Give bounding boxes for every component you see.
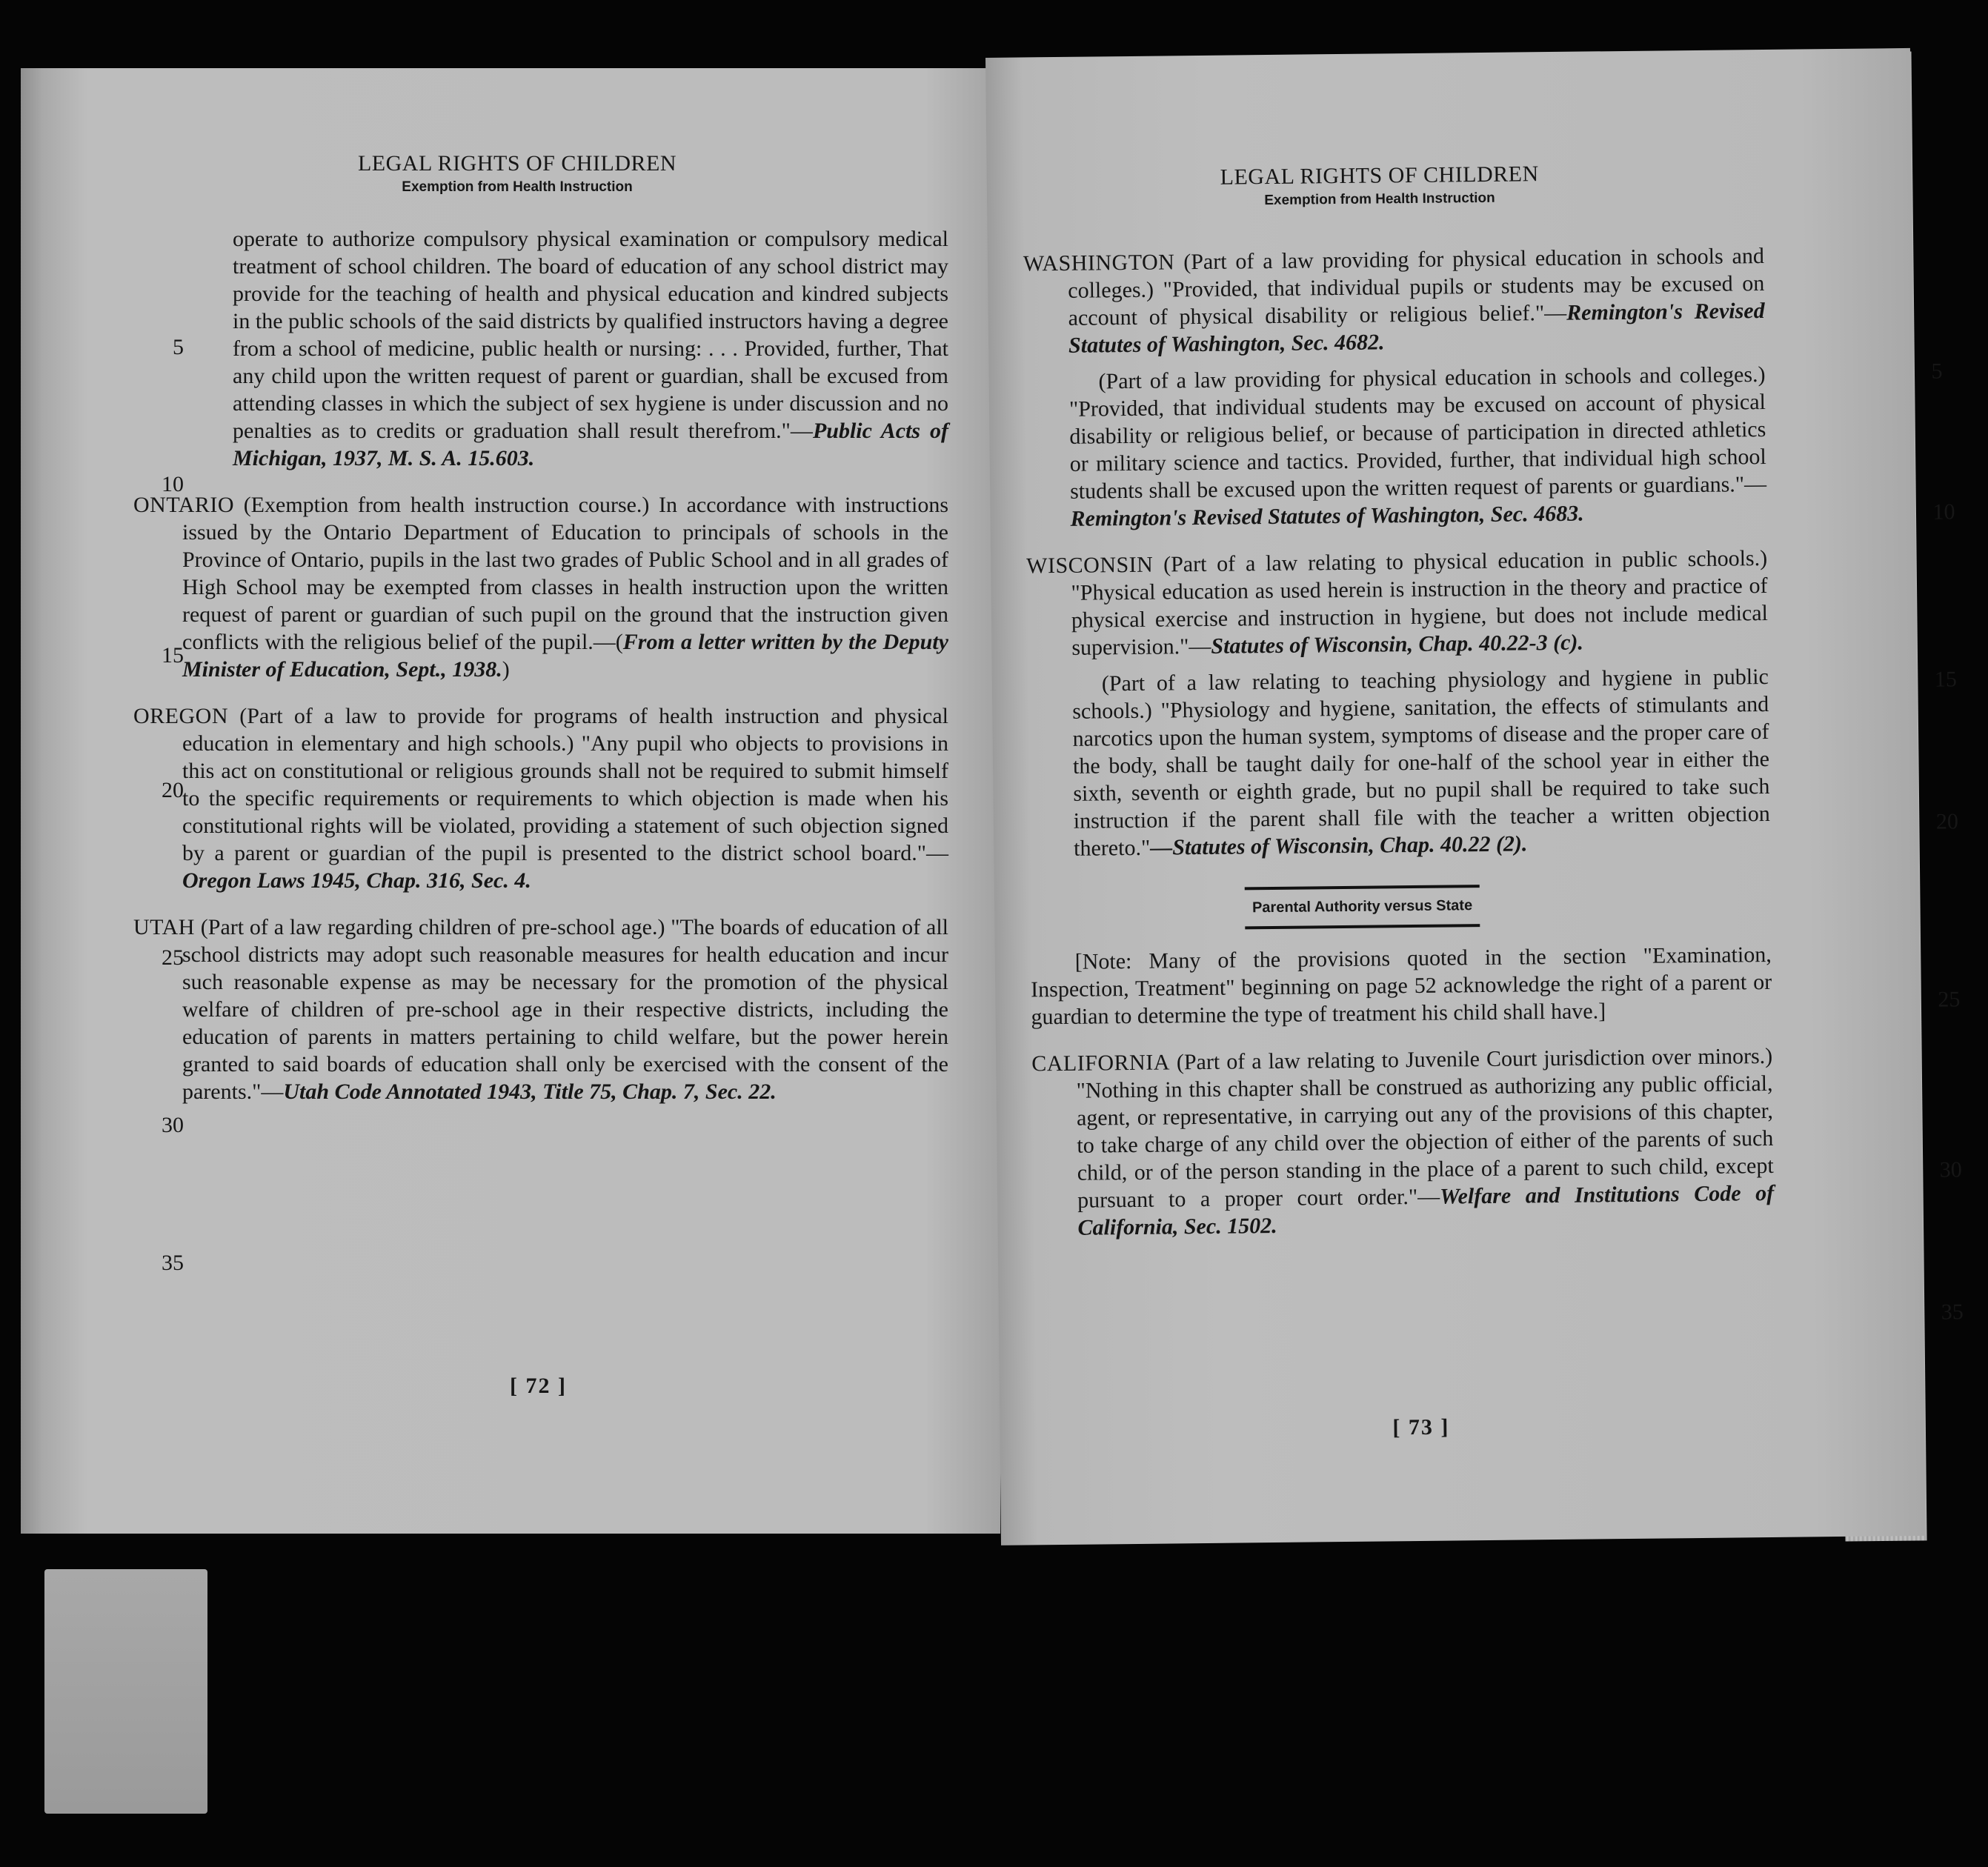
line-number: 10 (1932, 499, 1955, 525)
left-text-block (133, 225, 948, 1125)
line-number: 20 (162, 778, 184, 802)
note-paragraph (1031, 941, 1772, 1031)
state-name: ONTARIO (133, 493, 235, 517)
line-number: 35 (162, 1251, 184, 1275)
entry-text: (Part of a law relating to Juvenile Court jurisdiction over minors.) "Nothing in this chapter shall be construed as authorizing any public official, agent, or representative, in carrying out any of the provisions of this chapter, to take charge of any child over the objection of either of the parents of such child, or of the person standing in the place of a parent to such child, except pursuant to a proper court order."— (1076, 1043, 1774, 1213)
running-title: LEGAL RIGHTS OF CHILDREN (357, 151, 677, 176)
citation: Remington's Revised Statutes of Washington, Sec. 4682. (1068, 299, 1765, 358)
line-number: 20 (1935, 809, 1959, 834)
line-number: 30 (162, 1113, 184, 1137)
opening-text: operate to authorize compulsory physical examination or compulsory medical treatment of school children. The board of education of any school district may provide for the teaching of health and physical education and kindred subjects in the public schools of the said districts by qualified instructors having a degree from a school of medicine, public health or nursing: . . . Provided, further, That any child upon the written request of parent or guardian, shall be excused from attending classes in which the subject of sex hygiene is under discussion and no penalties as to credits or graduation shall result therefrom."— (233, 227, 948, 443)
section-heading-row (1030, 874, 1772, 948)
entry-utah (133, 913, 948, 1105)
opening-paragraph (133, 225, 948, 472)
state-name: WISCONSIN (1026, 552, 1154, 579)
line-number: 25 (162, 945, 184, 970)
line-number: 5 (1931, 359, 1943, 384)
entry-text: (Part of a law providing for physical education in schools and colleges.) "Provided, that individual pupils or students may be excused on account of physical disability or religious belief."— (1068, 244, 1765, 330)
right-text-block (1023, 242, 1775, 1261)
entry-tail: ) (502, 657, 510, 682)
entry-text: (Part of a law relating to physical education in public schools.) "Physical education as used herein is instruction in the theory and practice of physical exercise and instruction in hygiene, but does not include medical supervision."— (1071, 545, 1769, 660)
entry-text: (Part of a law relating to teaching physiology and hygiene in public schools.) "Physiology and hygiene, sanitation, the effects of stimulants and narcotics upon the human system, symptoms of disease and the proper care of the body, shall be taught daily for one-half of the school year in either the sixth, seventh or eighth grade, but no pupil shall be required to take such instruction if the parent shall file with the teacher a written objection thereto." (1072, 664, 1770, 861)
page-number: [ 73 ] (1392, 1414, 1450, 1440)
entry-text: (Part of a law to provide for programs of health instruction and physical education in elementary and high schools.) "Any pupil who objects to provisions in this act on constitutional or religious grounds shall not be required to submit himself to the specific requirements or requirements to which objection is made when his constitutional rights will be violated, providing a statement of such objection signed by a parent or guardian of the pupil is presented to the district school board."— (182, 704, 948, 865)
entry-wisconsin-continued (1028, 663, 1771, 862)
note-text: [Note: Many of the provisions quoted in the section "Examination, Inspection, Treatment" beginning on page 52 acknowledge the right of a parent or guardian to determine the type of treatment his child shall have.] (1031, 942, 1772, 1030)
state-name: WASHINGTON (1023, 250, 1175, 276)
line-number: 10 (162, 472, 184, 496)
page-number: [ 72 ] (510, 1374, 567, 1398)
running-subtitle: Exemption from Health Instruction (402, 179, 633, 195)
entry-ontario (133, 491, 948, 683)
line-number: 5 (173, 335, 184, 359)
line-number: 30 (1939, 1157, 1962, 1182)
entry-text: (Part of a law providing for physical education in schools and colleges.) "Provided, that individual students may be excused on account of physical disability or religious belief, or because of participation in directed athletics or military science and tactics. Provided, further, that individual high school students shall be excused upon the written request of parents or guardians."— (1068, 362, 1767, 504)
running-head (1172, 162, 1588, 210)
citation: Welfare and Institutions Code of California, Sec. 1502. (1077, 1180, 1775, 1240)
left-page (21, 68, 1000, 1534)
entry-text: (Exemption from health instruction course.) In accordance with instructions issued by the Ontario Department of Education to principals of schools in the Province of Ontario, pupils in the last two grades of Public School and in all grades of High School may be exempted from classes in health instruction upon the written request of parent or guardian of such pupil on the ground that the instruction given conflicts with the religious belief of the pupil.—( (182, 493, 948, 654)
line-number: 15 (1934, 667, 1958, 692)
line-number: 15 (162, 643, 184, 668)
citation: Public Acts of Michigan, 1937, M. S. A. 15.603. (233, 419, 948, 470)
entry-washington (1023, 242, 1765, 359)
citation: —Statutes of Wisconsin, Chap. 40.22 (2). (1150, 831, 1528, 860)
binding-tab (44, 1569, 207, 1814)
entry-oregon (133, 702, 948, 894)
entry-wisconsin (1026, 545, 1768, 662)
state-name: CALIFORNIA (1031, 1050, 1171, 1076)
running-head (310, 151, 725, 196)
citation: From a letter written by the Deputy Minister of Education, Sept., 1938. (182, 630, 948, 682)
section-heading: Parental Authority versus State (1245, 885, 1480, 929)
citation: Oregon Laws 1945, Chap. 316, Sec. 4. (182, 868, 531, 893)
entry-california (1031, 1042, 1775, 1242)
state-name: OREGON (133, 704, 228, 728)
state-name: UTAH (133, 915, 195, 939)
entry-washington-continued (1024, 361, 1766, 533)
running-title: LEGAL RIGHTS OF CHILDREN (1220, 162, 1539, 190)
line-number: 35 (1941, 1299, 1964, 1325)
citation: Utah Code Annotated 1943, Title 75, Chap. 7, Sec. 22. (283, 1079, 777, 1104)
citation: Remington's Revised Statutes of Washington, Sec. 4683. (1070, 501, 1584, 531)
entry-text: (Part of a law regarding children of pre-school age.) "The boards of education of all school districts may adopt such reasonable measures for health education and incur such reasonable expense as may be necessary for the promotion of the physical welfare of children of pre-school age in their respective districts, including the education of parents in matters pertaining to child welfare, but the power herein granted to said boards of education shall only be exercised with the consent of the parents."— (182, 915, 948, 1104)
running-subtitle: Exemption from Health Instruction (1264, 190, 1495, 209)
right-page (985, 48, 1964, 1545)
line-number: 25 (1938, 987, 1961, 1012)
citation: Statutes of Wisconsin, Chap. 40.22-3 (c). (1211, 630, 1584, 659)
